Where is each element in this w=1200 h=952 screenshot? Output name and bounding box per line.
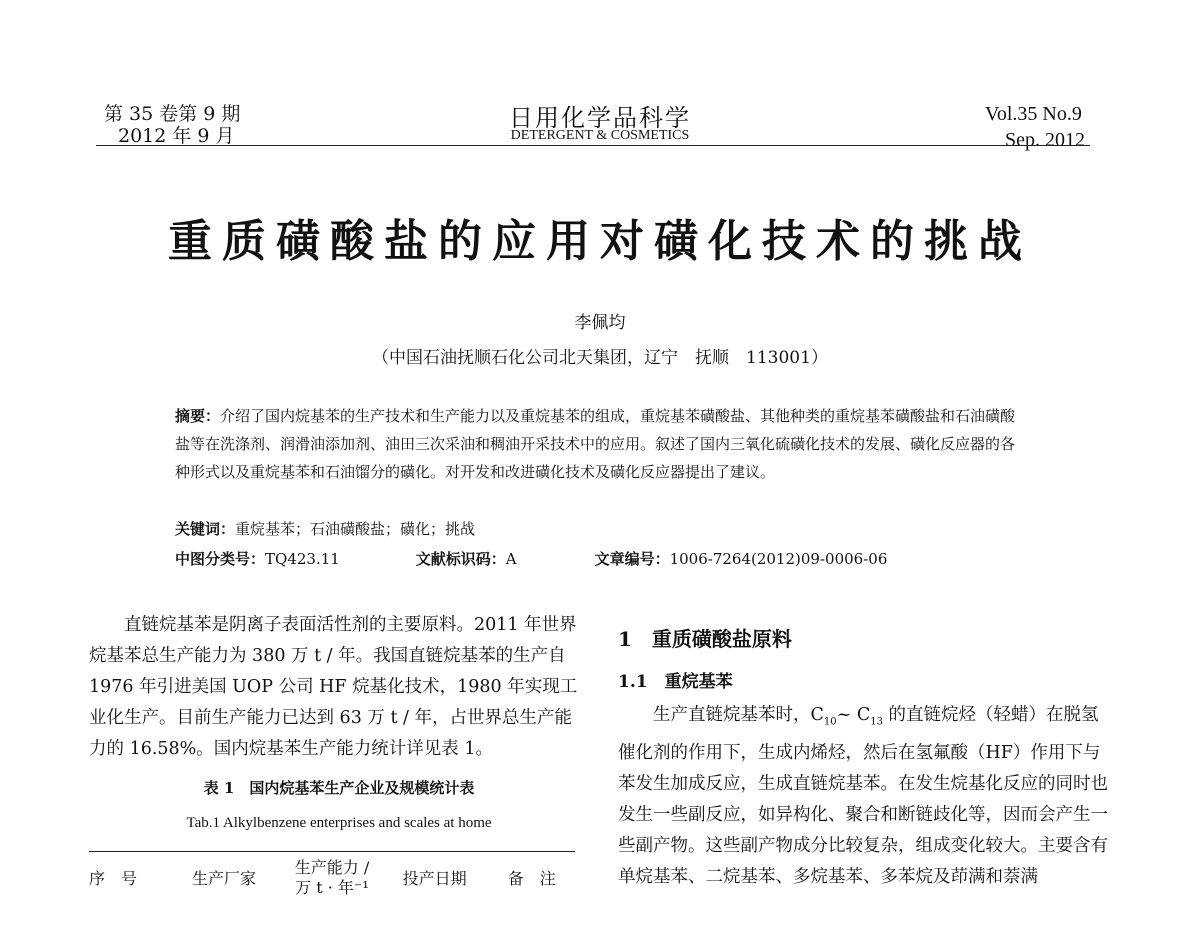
formula-c10: C — [810, 705, 824, 725]
formula-tilde: ~ C — [836, 705, 871, 725]
intro-paragraph: 直链烷基苯是阴离子表面活性剂的主要原料。2011 年世界烷基苯总生产能力为 380 万 t / 年。我国直链烷基苯的生产自 1976 年引进美国 UOP 公司 HF 烷基化技术，1980 年实现工业化生产。目前生产能力已达到 63 万 t / 年，占世界总生产能力的 16.58%。国内烷基苯生产能力统计详见表 1。 — [89, 615, 578, 759]
table-caption-cn: 表 1 国内烷基苯生产企业及规模统计表 — [203, 779, 475, 797]
journal-name-en: DETERGENT & COSMETICS — [510, 128, 690, 143]
table-header-capacity — [283, 858, 380, 898]
journal-name-cn: 日用化学品科学 — [509, 104, 691, 132]
abstract — [175, 402, 1025, 486]
table-caption-en: Tab.1 Alkylbenzene enterprises and scales at home — [186, 815, 492, 831]
right-column — [618, 610, 1110, 893]
article-author: 李佩均 — [574, 313, 626, 333]
article-title: 重质磺酸盐的应用对磺化技术的挑战 — [168, 216, 1032, 267]
section-paragraph — [618, 700, 1110, 893]
journal-date-cn: 2012 年 9 月 — [118, 125, 235, 147]
article-no-label: 文章编号： — [594, 550, 670, 568]
table-top-rule — [89, 851, 575, 852]
clc-value: TQ423.11 — [265, 550, 340, 568]
article-affiliation: （中国石油抚顺石化公司北天集团，辽宁 抚顺 113001） — [372, 348, 828, 368]
abstract-label: 摘要： — [175, 407, 221, 425]
table-header-manufacturer: 生产厂家 — [191, 868, 256, 888]
table-header-capacity-line1: 生产能力 / — [294, 858, 370, 877]
keywords-text: 重烷基苯；石油磺酸盐；磺化；挑战 — [235, 520, 476, 538]
formula-c13-sub: 13 — [870, 716, 883, 728]
table-1 — [89, 858, 575, 898]
subsection-heading: 1.1 重烷基苯 — [618, 672, 733, 692]
table-header-index: 序 号 — [89, 868, 138, 888]
journal-volume-issue-en: Vol.35 No.9 — [985, 103, 1082, 125]
table-header-start-date: 投产日期 — [402, 868, 467, 888]
header-rule — [96, 145, 1090, 146]
para-start: 生产直链烷基苯时， — [653, 705, 811, 725]
journal-volume-issue-cn: 第 35 卷第 9 期 — [104, 103, 241, 125]
keywords — [175, 518, 475, 539]
formula-c10-sub: 10 — [823, 716, 837, 728]
abstract-text: 介绍了国内烷基苯的生产技术和生产能力以及重烷基苯的组成，重烷基苯磺酸盐、其他种类的重烷基苯磺酸盐和石油磺酸盐等在洗涤剂、润滑油添加剂、油田三次采油和稠油开采技术中的应用。叙述了国内三氧化硫磺化技术的发展、磺化反应器的各种形式以及重烷基苯和石油馏分的磺化。对开发和改进磺化技术及磺化反应器提出了建议。 — [175, 407, 1016, 481]
classification-line — [175, 548, 1025, 569]
table-header-remarks: 备 注 — [507, 868, 556, 888]
journal-date-en: Sep. 2012 — [1005, 129, 1085, 151]
doc-code-label: 文献标识码： — [415, 550, 506, 568]
keywords-label: 关键词： — [175, 520, 236, 538]
clc-label: 中图分类号： — [175, 550, 266, 568]
doc-code-value: A — [505, 550, 517, 568]
section-heading: 1 重质磺酸盐原料 — [618, 627, 792, 651]
table-header-capacity-line2: 万 t · 年⁻¹ — [295, 878, 369, 897]
article-no-value: 1006-7264(2012)09-0006-06 — [669, 550, 888, 568]
left-column — [89, 610, 589, 898]
para-rest: 的直链烷烃（轻蜡）在脱氢催化剂的作用下，生成内烯烃，然后在氢氟酸（HF）作用下与苯发生加成反应，生成直链烷基苯。在发生烷基化反应的同时也发生一些副反应，如异构化、聚合和断链歧化等，因而会产生一些副产物。这些副产物成分比较复杂，组成变化较大。主要含有单烷基苯、二烷基苯、多烷基苯、多苯烷及茚满和萘满 — [618, 705, 1108, 887]
table-header-row — [89, 858, 575, 898]
